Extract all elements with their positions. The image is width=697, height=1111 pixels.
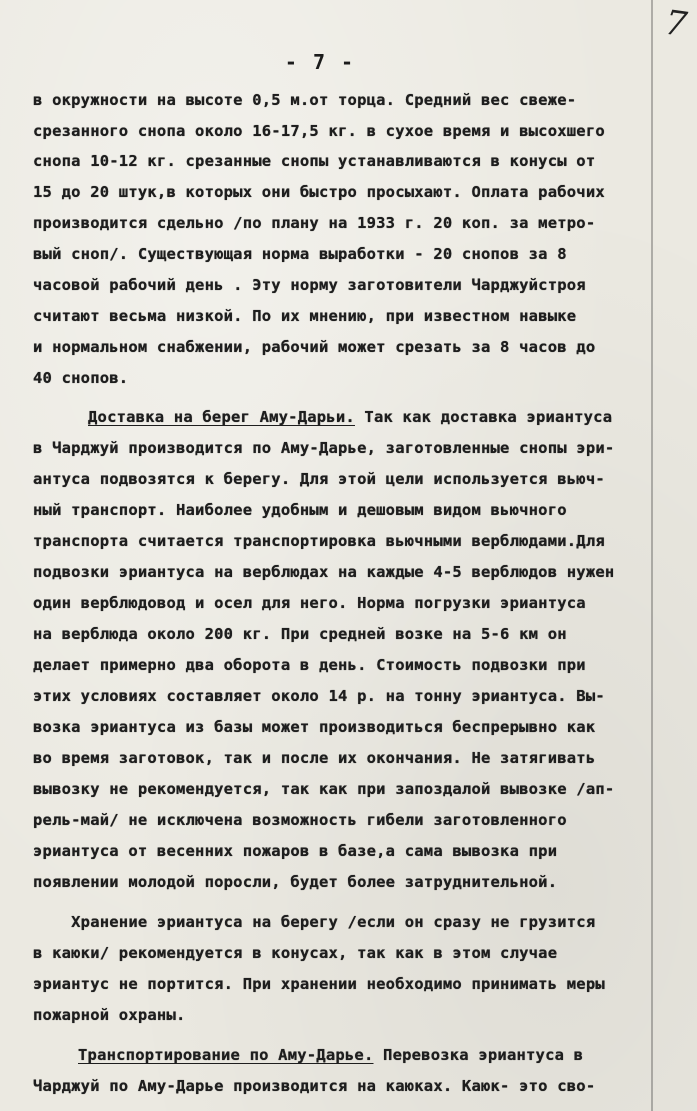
text-line: во время заготовок, так и после их окончания. Не затягивать bbox=[33, 749, 596, 767]
text-line: 15 до 20 штук,в которых они быстро просыхают. Оплата рабочих bbox=[33, 183, 605, 201]
text-line: снопа 10-12 кг. срезанные снопы устанавливаются в конусы от bbox=[33, 152, 596, 170]
text-line: производится сдельно /по плану на 1933 г. 20 коп. за метро- bbox=[33, 214, 596, 232]
paragraph-first-line bbox=[88, 407, 612, 427]
text-line: в каюки/ рекомендуется в конусах, так как в этом случае bbox=[33, 944, 558, 962]
text-line: этих условиях составляет около 14 р. на тонну эриантуса. Вы- bbox=[33, 687, 605, 705]
text-span: Так как доставка эриантуса bbox=[354, 408, 613, 426]
text-span: Перевозка эриантуса в bbox=[373, 1046, 584, 1064]
text-line: и нормальном снабжении, рабочий может срезать за 8 часов до bbox=[33, 338, 596, 356]
text-line: делает примерно два оборота в день. Стоимость подвозки при bbox=[33, 656, 586, 674]
text-line: 40 снопов. bbox=[33, 369, 129, 387]
text-line: ный транспорт. Наиболее удобным и дешовым видом вьючного bbox=[33, 501, 567, 519]
text-line: антуса подвозятся к берегу. Для этой цели используется вьюч- bbox=[33, 470, 605, 488]
text-line: часовой рабочий день . Эту норму заготовители Чарджуйстроя bbox=[33, 276, 586, 294]
text-line: возка эриантуса из базы может производиться беспрерывно как bbox=[33, 718, 596, 736]
text-line: в окружности на высоте 0,5 м.от торца. Средний вес свеже- bbox=[33, 91, 577, 109]
text-line: в Чарджуй производится по Аму-Дарье, заготовленные снопы эри- bbox=[33, 439, 615, 457]
text-line: Хранение эриантуса на берегу /если он сразу не грузится bbox=[33, 913, 596, 931]
text-line: вывозку не рекомендуется, так как при запоздалой вывозке /ап- bbox=[33, 780, 615, 798]
text-line: рель-май/ не исключена возможность гибели заготовленного bbox=[33, 811, 567, 829]
text-line: подвозки эриантуса на верблюдах на каждые 4-5 верблюдов нужен bbox=[33, 563, 615, 581]
page-number: - 7 - bbox=[284, 50, 356, 74]
section-heading: Доставка на берег Аму-Дарьи. bbox=[88, 408, 355, 426]
text-line: считают весьма низкой. По их мнению, при известном навыке bbox=[33, 307, 577, 325]
text-line: на верблюда около 200 кг. При средней возке на 5-6 км он bbox=[33, 625, 567, 643]
text-line: Чарджуй по Аму-Дарье производится на каюках. Каюк- это сво- bbox=[33, 1077, 596, 1095]
text-line: пожарной охраны. bbox=[33, 1006, 186, 1024]
text-line: один верблюдовод и осел для него. Норма погрузки эриантуса bbox=[33, 594, 586, 612]
text-line: эриантус не портится. При хранении необходимо принимать меры bbox=[33, 975, 605, 993]
text-line: транспорта считается транспортировка вьючными верблюдами.Для bbox=[33, 532, 605, 550]
text-line: появлении молодой поросли, будет более затруднительной. bbox=[33, 873, 558, 891]
text-line: вый сноп/. Существующая норма выработки - 20 снопов за 8 bbox=[33, 245, 567, 263]
handwritten-page-mark: 7 bbox=[662, 2, 690, 46]
text-line: эриантуса от весенних пожаров в базе,а сама вывозка при bbox=[33, 842, 558, 860]
text-line: срезанного снопа около 16-17,5 кг. в сухое время и высохшего bbox=[33, 122, 605, 140]
page-edge-divider bbox=[651, 0, 653, 1111]
paragraph-first-line bbox=[78, 1045, 583, 1065]
section-heading: Транспортирование по Аму-Дарье. bbox=[78, 1046, 374, 1064]
